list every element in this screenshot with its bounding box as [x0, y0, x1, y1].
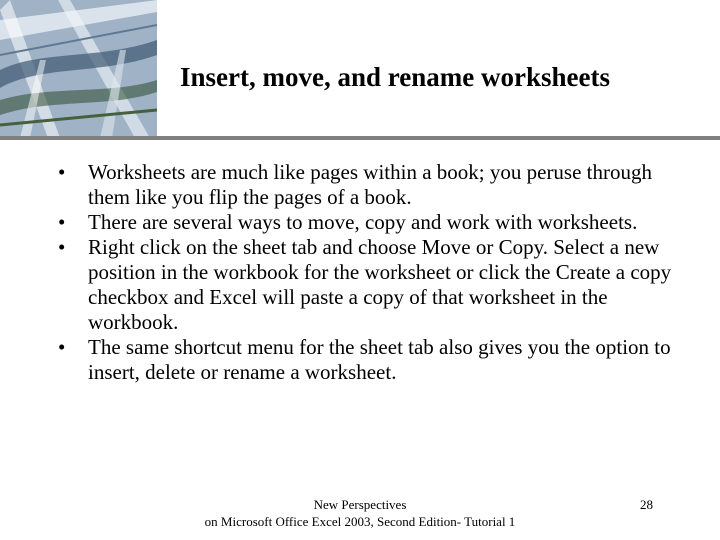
- corner-architecture-image: [0, 0, 157, 138]
- list-item: [58, 235, 698, 335]
- footer-line-1: New Perspectives: [313, 497, 407, 512]
- bullet-text: Worksheets are much like pages within a book; you peruse through them like you flip the pages of a book.: [88, 160, 653, 209]
- list-item: [58, 160, 698, 210]
- list-item: [58, 335, 698, 385]
- bullet-text: There are several ways to move, copy and work with worksheets.: [88, 210, 638, 234]
- slide-footer: [180, 496, 540, 530]
- bullet-text: The same shortcut menu for the sheet tab also gives you the option to insert, delete or rename a worksheet.: [88, 335, 671, 384]
- slide-title: Insert, move, and rename worksheets: [180, 62, 610, 92]
- page-number: 28: [640, 497, 653, 512]
- bullet-icon: •: [58, 210, 66, 234]
- bullet-icon: •: [58, 335, 66, 359]
- bullet-text: Right click on the sheet tab and choose Move or Copy. Select a new position in the workbook for the worksheet or click the Create a copy checkbox and Excel will paste a copy of that worksheet in the workbook.: [88, 235, 672, 334]
- list-item: [58, 210, 698, 235]
- footer-line-2: on Microsoft Office Excel 2003, Second Edition- Tutorial 1: [204, 514, 516, 529]
- bullet-icon: •: [58, 160, 66, 184]
- bullet-icon: •: [58, 235, 66, 259]
- bullet-list: [58, 160, 698, 385]
- title-divider: [0, 136, 720, 140]
